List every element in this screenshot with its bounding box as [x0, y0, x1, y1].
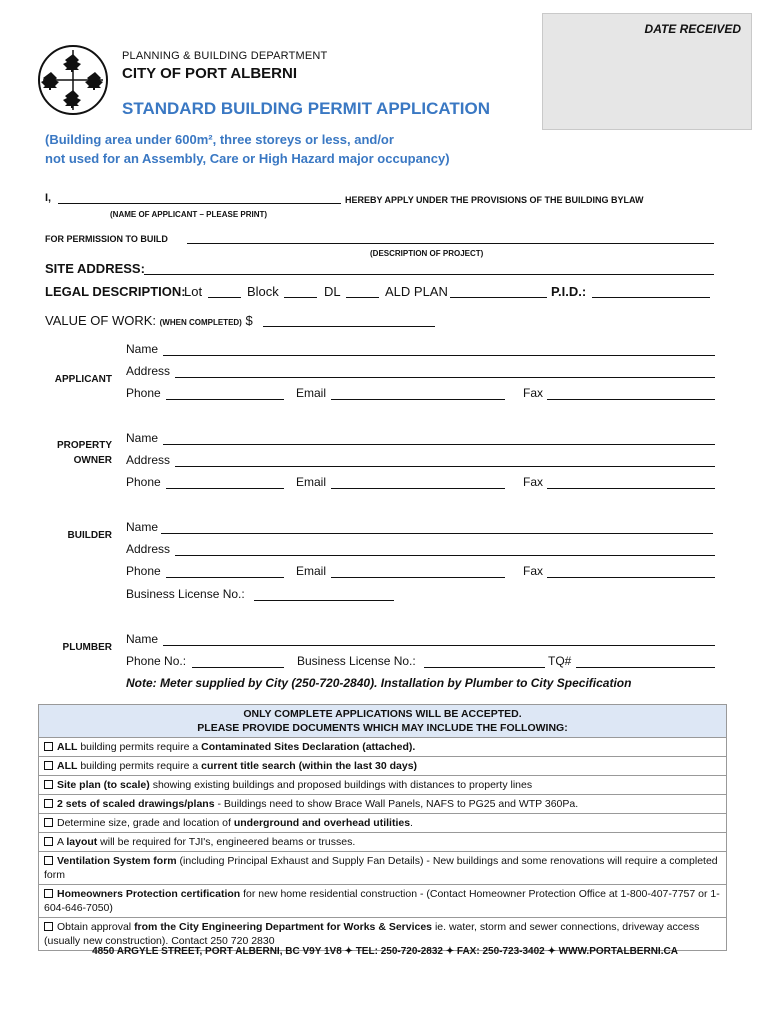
project-description-input[interactable]: [187, 243, 714, 244]
applicant-section-label: APPLICANT: [54, 374, 112, 385]
property-section-label: PROPERTY: [56, 440, 112, 451]
builder-fax-field[interactable]: [547, 577, 715, 578]
plumber-tq-label: TQ#: [548, 654, 572, 668]
owner-fax-label: Fax: [523, 475, 544, 489]
plumber-name-label: Name: [126, 632, 159, 646]
checkbox[interactable]: [44, 761, 53, 770]
requirements-header-line-1: ONLY COMPLETE APPLICATIONS WILL BE ACCEPTED.: [243, 708, 522, 720]
requirement-item: Ventilation System form (including Principal Exhaust and Supply Fan Details) - New buildings and some renovations will require a completed form: [39, 852, 727, 885]
plumber-license-field[interactable]: [424, 667, 545, 668]
builder-fax-label: Fax: [523, 564, 544, 578]
i-label: I,: [45, 192, 52, 204]
plumber-tq-field[interactable]: [576, 667, 715, 668]
site-address-input[interactable]: [144, 274, 714, 275]
plumber-license-label: Business License No.:: [297, 654, 416, 668]
pid-label: P.I.D.:: [551, 284, 587, 299]
applicant-email-label: Email: [296, 386, 327, 400]
subtitle-line-1: (Building area under 600m², three storeys or less, and/or: [45, 132, 394, 147]
applicant-fax-field[interactable]: [547, 399, 715, 400]
requirement-item: A layout will be required for TJI's, engineered beams or trusses.: [39, 833, 727, 852]
owner-phone-label: Phone: [126, 475, 161, 489]
builder-address-field[interactable]: [175, 555, 715, 556]
dl-label: DL: [324, 284, 341, 299]
applicant-address-field[interactable]: [175, 377, 715, 378]
block-label: Block: [247, 284, 279, 299]
requirement-item: Homeowners Protection certification for new home residential construction - (Contact Homeowner Protection Office at 1-800-407-7757 or 1-604-646-7050): [39, 885, 727, 918]
legal-description-label: LEGAL DESCRIPTION:: [45, 284, 186, 299]
plumber-note: Note: Meter supplied by City (250-720-2840). Installation by Plumber to City Specification: [126, 676, 632, 690]
builder-address-label: Address: [126, 542, 171, 556]
applicant-name-field[interactable]: [163, 355, 715, 356]
applicant-email-field[interactable]: [331, 399, 505, 400]
plumber-section-label: PLUMBER: [62, 642, 112, 653]
requirements-table: [38, 704, 727, 951]
permission-label: FOR PERMISSION TO BUILD: [45, 234, 168, 244]
requirement-item: ALL building permits require a current title search (within the last 30 days): [39, 757, 727, 776]
applicant-name-input[interactable]: [58, 203, 341, 204]
plumber-name-field[interactable]: [163, 645, 715, 646]
builder-business-license-label: Business License No.:: [126, 587, 245, 601]
date-received-label: DATE RECEIVED: [644, 22, 741, 36]
dl-input[interactable]: [346, 297, 379, 298]
applicant-name-label: Name: [126, 342, 159, 356]
lot-input[interactable]: [208, 297, 241, 298]
site-address-label: SITE ADDRESS:: [45, 261, 145, 276]
owner-name-label: Name: [126, 431, 159, 445]
pid-input[interactable]: [592, 297, 710, 298]
page-title: STANDARD BUILDING PERMIT APPLICATION: [122, 99, 491, 118]
project-description-caption: (DESCRIPTION OF PROJECT): [370, 249, 484, 258]
checkbox[interactable]: [44, 837, 53, 846]
builder-section-label: BUILDER: [67, 530, 112, 541]
applicant-fax-label: Fax: [523, 386, 544, 400]
department-name: PLANNING & BUILDING DEPARTMENT: [122, 50, 328, 62]
subtitle-line-2: not used for an Assembly, Care or High Hazard major occupancy): [45, 151, 450, 166]
plumber-phone-field[interactable]: [192, 667, 284, 668]
checkbox[interactable]: [44, 922, 53, 931]
value-of-work-label: VALUE OF WORK:: [45, 313, 156, 328]
checkbox[interactable]: [44, 889, 53, 898]
requirement-item: ALL building permits require a Contaminated Sites Declaration (attached).: [39, 738, 727, 757]
owner-section-label: OWNER: [73, 455, 112, 466]
owner-address-field[interactable]: [175, 466, 715, 467]
builder-phone-label: Phone: [126, 564, 161, 578]
requirement-item: Determine size, grade and location of underground and overhead utilities.: [39, 814, 727, 833]
builder-email-field[interactable]: [331, 577, 505, 578]
requirements-header-line-2: PLEASE PROVIDE DOCUMENTS WHICH MAY INCLUDE THE FOLLOWING:: [197, 722, 568, 734]
applicant-name-caption: (NAME OF APPLICANT – PLEASE PRINT): [110, 210, 268, 219]
requirement-item: Obtain approval from the City Engineering Department for Works & Services ie. water, storm and sewer connections, driveway access (usually new construction). Contact 250 720 2830: [39, 918, 727, 951]
date-received-box[interactable]: [542, 13, 752, 130]
builder-phone-field[interactable]: [166, 577, 284, 578]
checkbox[interactable]: [44, 818, 53, 827]
checkbox[interactable]: [44, 742, 53, 751]
city-logo-icon: [37, 44, 109, 116]
ald-plan-input[interactable]: [450, 297, 547, 298]
owner-email-label: Email: [296, 475, 327, 489]
lot-label: Lot: [184, 284, 203, 299]
owner-address-label: Address: [126, 453, 171, 467]
checkbox[interactable]: [44, 856, 53, 865]
city-name: CITY OF PORT ALBERNI: [122, 65, 298, 82]
requirement-item: Site plan (to scale) showing existing buildings and proposed buildings with distances to property lines: [39, 776, 727, 795]
owner-fax-field[interactable]: [547, 488, 715, 489]
dollar-sign: $: [245, 313, 253, 328]
owner-email-field[interactable]: [331, 488, 505, 489]
owner-phone-field[interactable]: [166, 488, 284, 489]
owner-name-field[interactable]: [163, 444, 715, 445]
value-caption: (WHEN COMPLETED): [159, 318, 242, 327]
builder-name-field[interactable]: [161, 533, 713, 534]
value-of-work-input[interactable]: [263, 326, 435, 327]
builder-email-label: Email: [296, 564, 327, 578]
plumber-phone-label: Phone No.:: [126, 654, 187, 668]
checkbox[interactable]: [44, 780, 53, 789]
footer-contact: 4850 ARGYLE STREET, PORT ALBERNI, BC V9Y 1V8 ✦ TEL: 250-720-2832 ✦ FAX: 250-723-3402 ✦ WWW.PORTALBERNI.CA: [92, 946, 678, 957]
block-input[interactable]: [284, 297, 317, 298]
checkbox[interactable]: [44, 799, 53, 808]
ald-plan-label: ALD PLAN: [385, 284, 448, 299]
builder-name-label: Name: [126, 520, 159, 534]
applicant-phone-field[interactable]: [166, 399, 284, 400]
requirements-header: [39, 705, 727, 738]
builder-business-license-field[interactable]: [254, 600, 394, 601]
applicant-address-label: Address: [126, 364, 171, 378]
requirement-item: 2 sets of scaled drawings/plans - Buildings need to show Brace Wall Panels, NAFS to PG25 and WTP 360Pa.: [39, 795, 727, 814]
applicant-phone-label: Phone: [126, 386, 161, 400]
hereby-apply-text: HEREBY APPLY UNDER THE PROVISIONS OF THE BUILDING BYLAW: [345, 195, 644, 205]
